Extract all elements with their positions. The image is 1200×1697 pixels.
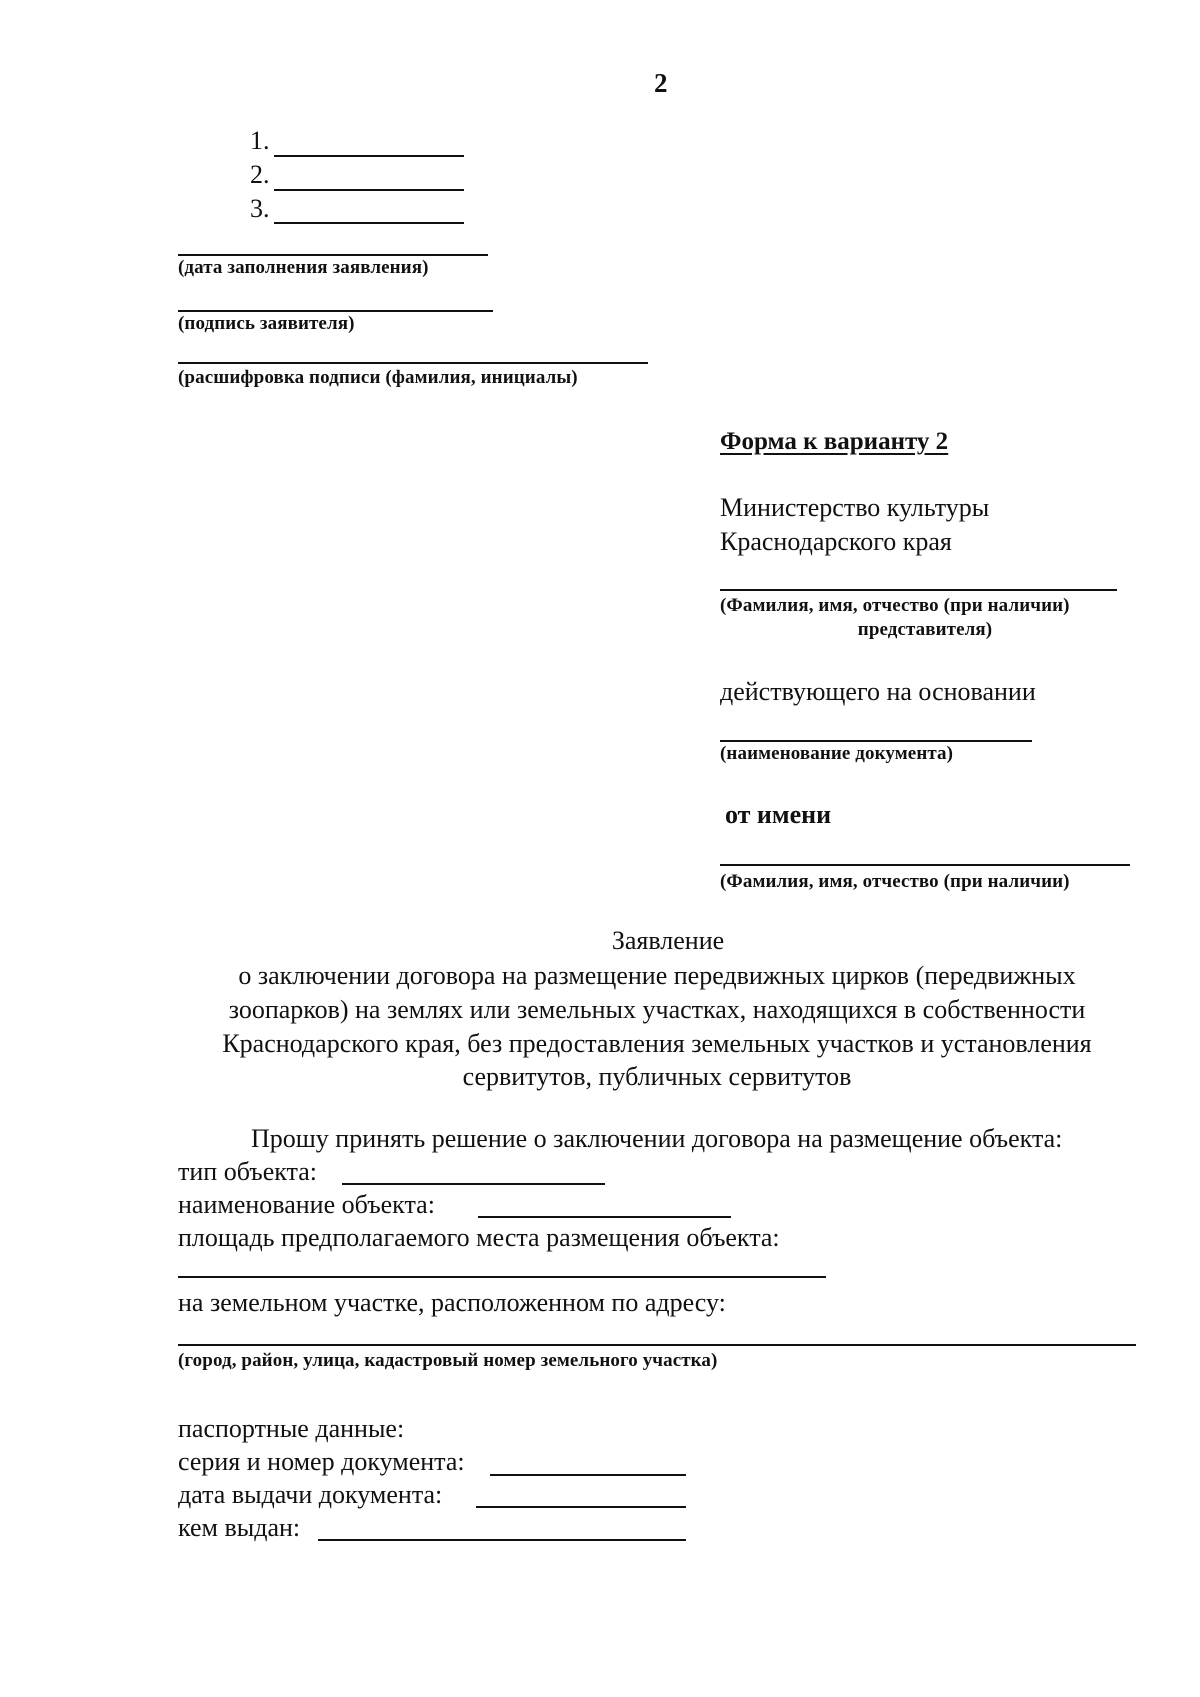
- page-number: 2: [654, 68, 668, 98]
- list-item-2-label: 2.: [250, 160, 270, 189]
- signature-decode-blank[interactable]: [178, 362, 648, 364]
- statement-line-2: зоопарков) на землях или земельных участках, находящихся в собственности: [228, 995, 1086, 1024]
- statement-title: Заявление: [611, 926, 725, 955]
- object-name-label: наименование объекта:: [178, 1190, 435, 1219]
- object-type-blank[interactable]: [342, 1183, 605, 1185]
- statement-line-3: Краснодарского края, без предоставления земельных участков и установления: [222, 1029, 1092, 1058]
- ministry-line-1: Министерство культуры: [720, 493, 990, 522]
- signature-decode-caption: (расшифровка подписи (фамилия, инициалы): [178, 367, 578, 388]
- date-blank[interactable]: [178, 254, 488, 256]
- object-name-blank[interactable]: [478, 1216, 731, 1218]
- list-item-3-label: 3.: [250, 194, 270, 223]
- person-blank[interactable]: [720, 864, 1130, 866]
- list-item-1-label: 1.: [250, 126, 270, 155]
- document-caption: (наименование документа): [720, 743, 954, 764]
- address-label: на земельном участке, расположенном по адресу:: [178, 1288, 726, 1317]
- person-caption: (Фамилия, имя, отчество (при наличии): [720, 871, 1070, 892]
- issued-by-label: кем выдан:: [178, 1513, 301, 1542]
- statement-line-4: сервитутов, публичных сервитутов: [462, 1062, 852, 1091]
- area-blank[interactable]: [178, 1276, 826, 1278]
- representative-caption-1: (Фамилия, имя, отчество (при наличии): [720, 595, 1070, 616]
- on-behalf-label: от имени: [725, 800, 832, 829]
- request-text: Прошу принять решение о заключении договора на размещение объекта:: [251, 1124, 1063, 1153]
- statement-line-1: о заключении договора на размещение передвижных цирков (передвижных: [238, 961, 1076, 990]
- passport-label: паспортные данные:: [178, 1414, 405, 1443]
- list-item-3-blank[interactable]: [274, 222, 464, 224]
- address-caption: (город, район, улица, кадастровый номер земельного участка): [178, 1350, 718, 1371]
- list-item-1-blank[interactable]: [274, 155, 464, 157]
- ministry-line-2: Краснодарского края: [720, 527, 952, 556]
- form-title: Форма к варианту 2: [720, 428, 949, 455]
- object-type-label: тип объекта:: [178, 1157, 317, 1186]
- representative-blank[interactable]: [720, 589, 1117, 591]
- list-item-2-blank[interactable]: [274, 189, 464, 191]
- signature-blank[interactable]: [178, 310, 493, 312]
- document-number-label: серия и номер документа:: [178, 1447, 465, 1476]
- address-blank[interactable]: [178, 1344, 1136, 1346]
- document-date-blank[interactable]: [476, 1506, 686, 1508]
- area-label: площадь предполагаемого места размещения объекта:: [178, 1223, 780, 1252]
- date-caption: (дата заполнения заявления): [178, 257, 429, 278]
- signature-caption: (подпись заявителя): [178, 313, 355, 334]
- document-blank[interactable]: [720, 740, 1032, 742]
- acting-basis-label: действующего на основании: [720, 677, 1036, 706]
- document-number-blank[interactable]: [490, 1474, 686, 1476]
- representative-caption-2: представителя): [857, 619, 993, 640]
- issued-by-blank[interactable]: [318, 1539, 686, 1541]
- document-date-label: дата выдачи документа:: [178, 1480, 443, 1509]
